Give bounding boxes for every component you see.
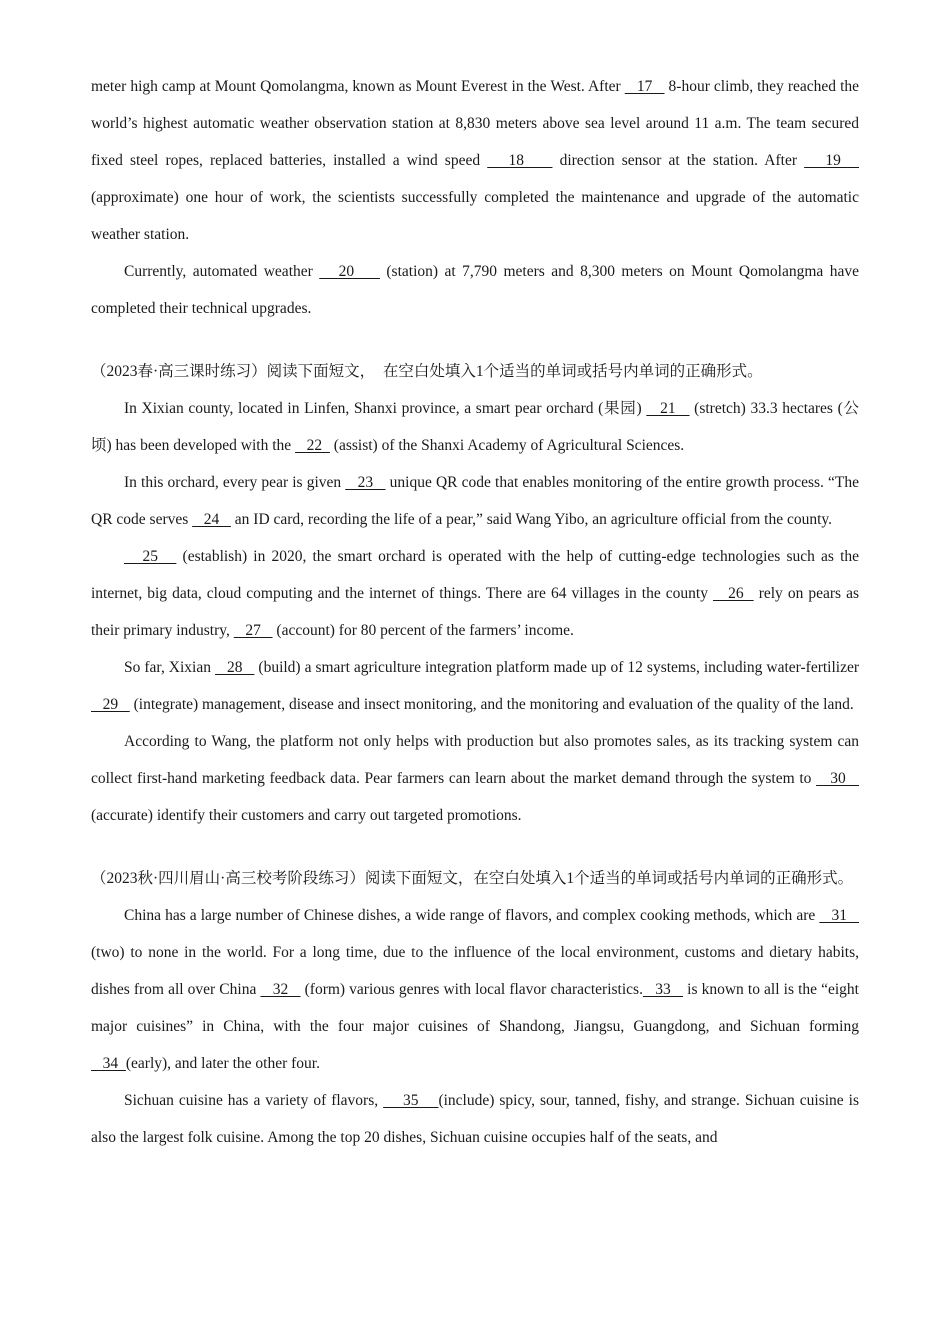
blank-33: 33 bbox=[642, 981, 684, 998]
blank-34: 34 bbox=[91, 1055, 126, 1072]
blank-17: 17 bbox=[624, 78, 665, 95]
passage1-paragraph-1 bbox=[91, 68, 859, 253]
passage3-paragraph-1 bbox=[91, 897, 859, 1082]
blank-31: 31 bbox=[819, 907, 860, 924]
blank-35: 35 bbox=[383, 1092, 439, 1109]
text-run: China has a large number of Chinese dishes, a wide range of flavors, and complex cooking methods, which are bbox=[124, 907, 820, 924]
text-run: In Xixian county, located in Linfen, Shanxi province, a smart pear orchard (果园) bbox=[124, 400, 647, 417]
passage2-paragraph-3 bbox=[91, 538, 859, 649]
section-gap bbox=[91, 834, 859, 860]
document-page bbox=[91, 68, 859, 1156]
text-run: (early), and later the other four. bbox=[125, 1055, 320, 1072]
text-run: (form) various genres with local flavor characteristics. bbox=[300, 981, 643, 998]
text-run: Currently, automated weather bbox=[124, 263, 320, 280]
text-run: (accurate) identify their customers and carry out targeted promotions. bbox=[91, 807, 522, 824]
text-run: (integrate) management, disease and insect monitoring, and the monitoring and evaluation of the quality of the land. bbox=[129, 696, 854, 713]
section-gap bbox=[91, 327, 859, 353]
passage2-instructions: （2023春·高三课时练习）阅读下面短文， 在空白处填入1个适当的单词或括号内单词的正确形式。 bbox=[91, 363, 763, 380]
text-run: (account) for 80 percent of the farmers’ income. bbox=[272, 622, 574, 639]
text-run: rely on pears as their primary industry, bbox=[91, 585, 860, 639]
blank-19: 19 bbox=[804, 152, 860, 169]
passage2-paragraph-4 bbox=[91, 649, 859, 723]
text-run: an ID card, recording the life of a pear,” said Wang Yibo, an agriculture official from the county. bbox=[230, 511, 833, 528]
text-run: According to Wang, the platform not only helps with production but also promotes sales, as its tracking system can collect first-hand marketing feedback data. Pear farmers can learn about the market demand through the system to bbox=[91, 733, 859, 787]
passage2-paragraph-5 bbox=[91, 723, 859, 834]
passage3-instructions: （2023秋·四川眉山·高三校考阶段练习）阅读下面短文，在空白处填入1个适当的单词或括号内单词的正确形式。 bbox=[91, 870, 854, 887]
passage2-paragraph-2 bbox=[91, 464, 859, 538]
text-run: (two) to none in the world. For a long time, due to the influence of the local environment, customs and dietary habits, dishes from all over China bbox=[91, 944, 859, 998]
text-run: (stretch) 33.3 hectares (公顷) has been developed with the bbox=[91, 400, 860, 454]
blank-21: 21 bbox=[646, 400, 690, 417]
blank-30: 30 bbox=[816, 770, 859, 787]
text-run: is known to all is the “eight major cuisines” in China, with the four major cuisines of Shandong, Jiangsu, Guangdong, and Sichuan forming bbox=[91, 981, 859, 1035]
text-run: unique QR code that enables monitoring of the entire growth process. “The QR code serves bbox=[91, 474, 860, 528]
text-run: In this orchard, every pear is given bbox=[124, 474, 346, 491]
text-run: (station) at 7,790 meters and 8,300 meters on Mount Qomolangma have completed their technical upgrades. bbox=[91, 263, 860, 317]
blank-29: 29 bbox=[91, 696, 130, 713]
blank-27: 27 bbox=[233, 622, 273, 639]
blank-32: 32 bbox=[260, 981, 301, 998]
blank-25: 25 bbox=[124, 548, 177, 565]
passage3-paragraph-2 bbox=[91, 1082, 859, 1156]
text-run: (include) spicy, sour, tanned, fishy, and strange. Sichuan cuisine is also the largest folk cuisine. Among the top 20 dishes, Sichuan cuisine occupies half of the seats, and bbox=[91, 1092, 860, 1146]
blank-28: 28 bbox=[214, 659, 255, 676]
text-run: (establish) in 2020, the smart orchard is operated with the help of cutting-edge technologies such as the internet, big data, cloud computing and the internet of things. There are 64 villages in the county bbox=[91, 548, 860, 602]
text-run: 8-hour climb, they reached the world’s highest automatic weather observation station at 8,830 meters above sea level around 11 a.m. The team secured fixed steel ropes, replaced batteries, installed a wind speed bbox=[91, 78, 860, 169]
text-run: meter high camp at Mount Qomolangma, known as Mount Everest in the West. After bbox=[91, 78, 625, 95]
blank-18: 18 bbox=[487, 152, 553, 169]
text-run: So far, Xixian bbox=[124, 659, 215, 676]
text-run: direction sensor at the station. After bbox=[552, 152, 805, 169]
text-run: Sichuan cuisine has a variety of flavors, bbox=[124, 1092, 384, 1109]
text-run: (build) a smart agriculture integration platform made up of 12 systems, including water-fertilizer bbox=[254, 659, 860, 676]
blank-24: 24 bbox=[192, 511, 231, 528]
blank-22: 22 bbox=[295, 437, 330, 454]
passage2-paragraph-1 bbox=[91, 390, 859, 464]
blank-20: 20 bbox=[319, 263, 380, 280]
blank-26: 26 bbox=[713, 585, 754, 602]
blank-23: 23 bbox=[345, 474, 386, 491]
text-run: (approximate) one hour of work, the scientists successfully completed the maintenance and upgrade of the automatic weather station. bbox=[91, 189, 859, 243]
text-run: (assist) of the Shanxi Academy of Agricultural Sciences. bbox=[329, 437, 685, 454]
passage1-paragraph-2 bbox=[91, 253, 859, 327]
